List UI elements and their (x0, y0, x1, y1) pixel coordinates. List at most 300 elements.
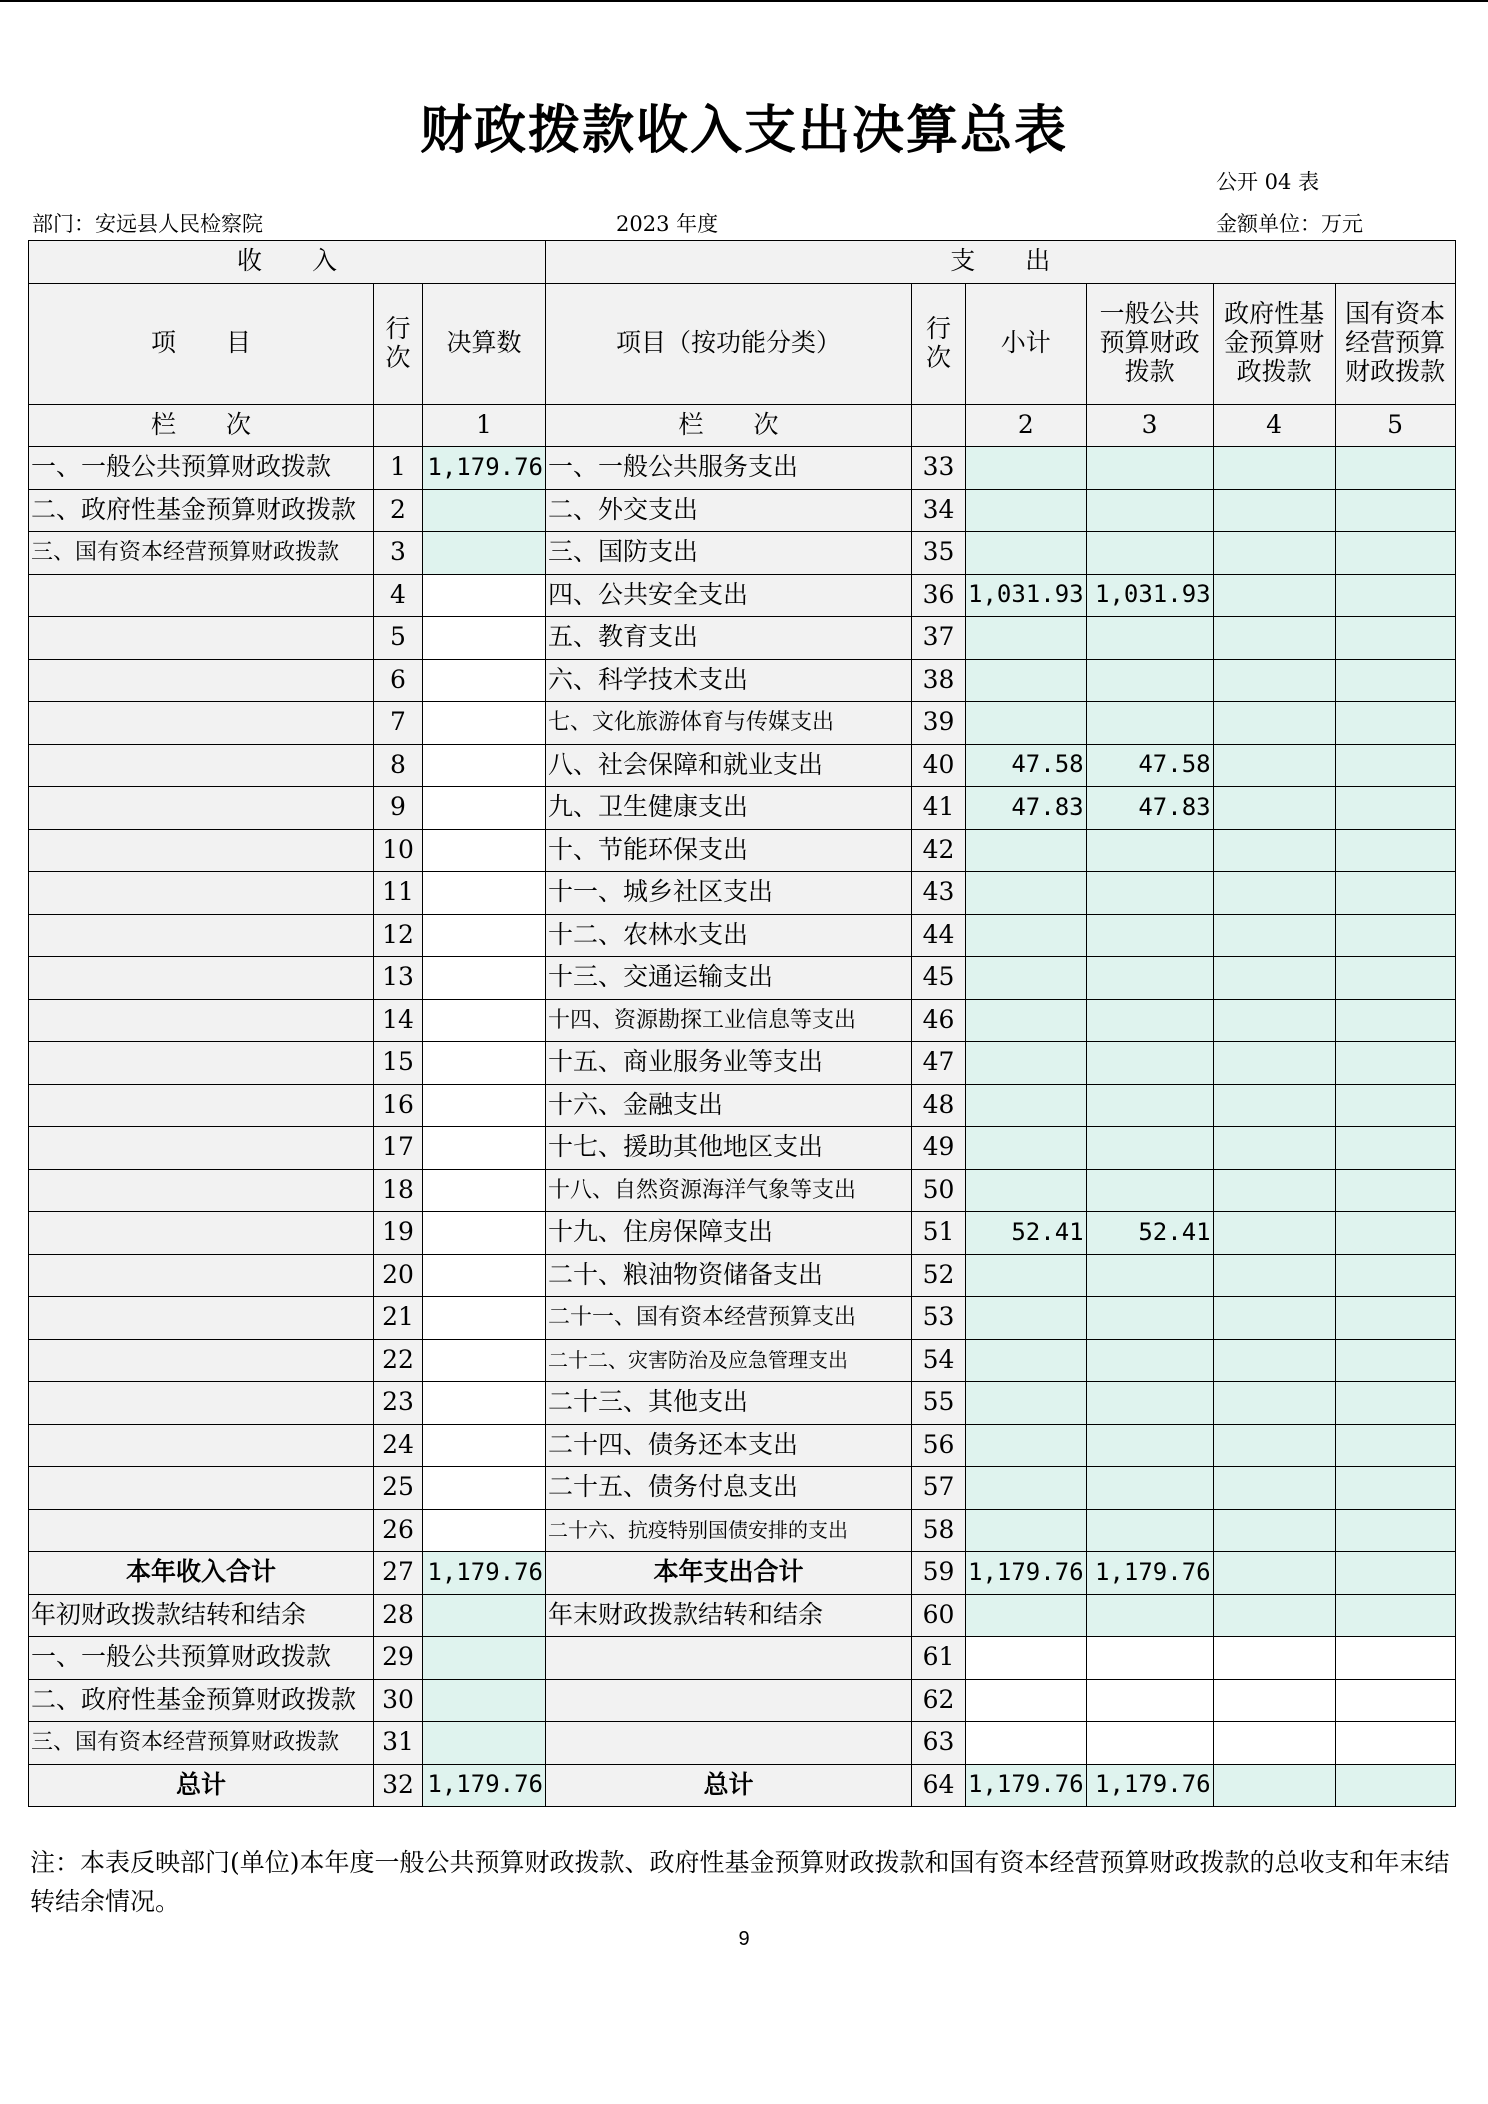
income-amount-value (423, 1382, 546, 1425)
income-amount-value (423, 744, 546, 787)
income-row-number: 16 (374, 1084, 423, 1127)
income-item-label: 总计 (29, 1764, 374, 1807)
expense-row-number: 41 (912, 787, 966, 830)
expense-item-label: 四、公共安全支出 (546, 574, 912, 617)
general-budget-value (1086, 447, 1213, 490)
income-row-number: 4 (374, 574, 423, 617)
state-capital-value (1335, 1764, 1455, 1807)
expense-item-header: 项目（按功能分类） (546, 283, 912, 404)
column-label-expense: 栏 次 (546, 404, 912, 447)
subtotal-value (966, 1127, 1087, 1170)
income-item-label (29, 1424, 374, 1467)
table-row (29, 1424, 1456, 1467)
gov-fund-value (1213, 1637, 1335, 1680)
state-capital-value (1335, 1679, 1455, 1722)
form-number: 公开 04 表 (1216, 170, 1320, 194)
column-number-2: 2 (966, 404, 1087, 447)
general-budget-value (1086, 489, 1213, 532)
state-capital-value (1335, 489, 1455, 532)
subtotal-header: 小计 (966, 283, 1087, 404)
income-amount-value (423, 1722, 546, 1765)
income-row-number: 6 (374, 659, 423, 702)
income-amount-value (423, 1212, 546, 1255)
table-row (29, 1297, 1456, 1340)
state-capital-value (1335, 1254, 1455, 1297)
subtotal-value: 47.83 (966, 787, 1087, 830)
income-item-label (29, 617, 374, 660)
expense-row-number: 63 (912, 1722, 966, 1765)
column-number-1: 1 (423, 404, 546, 447)
expense-item-label: 二十二、灾害防治及应急管理支出 (546, 1339, 912, 1382)
expense-row-number: 60 (912, 1594, 966, 1637)
table-row (29, 1339, 1456, 1382)
expense-item-label: 十三、交通运输支出 (546, 957, 912, 1000)
table-row (29, 532, 1456, 575)
income-amount-value (423, 999, 546, 1042)
income-item-label (29, 1509, 374, 1552)
income-item-label (29, 1042, 374, 1085)
income-row-number: 12 (374, 914, 423, 957)
general-budget-value (1086, 1042, 1213, 1085)
table-row (29, 829, 1456, 872)
income-row-number: 26 (374, 1509, 423, 1552)
expense-rowno-header: 行次 (912, 283, 966, 404)
subtotal-value (966, 1637, 1087, 1680)
expense-item-label: 总计 (546, 1764, 912, 1807)
income-amount-value: 1,179.76 (423, 1764, 546, 1807)
general-budget-value: 47.58 (1086, 744, 1213, 787)
fiscal-year: 2023 年度 (616, 212, 719, 236)
subtotal-value (966, 1424, 1087, 1467)
gov-fund-value (1213, 574, 1335, 617)
state-capital-value (1335, 1339, 1455, 1382)
income-section-header: 收 入 (29, 241, 546, 284)
income-amount-value (423, 1127, 546, 1170)
gov-fund-value (1213, 744, 1335, 787)
table-row (29, 1042, 1456, 1085)
income-amount-value (423, 872, 546, 915)
income-amount-value (423, 659, 546, 702)
income-row-number: 8 (374, 744, 423, 787)
subtotal-value (966, 489, 1087, 532)
general-budget-value (1086, 1679, 1213, 1722)
expense-row-number: 51 (912, 1212, 966, 1255)
income-row-number: 18 (374, 1169, 423, 1212)
state-capital-value (1335, 999, 1455, 1042)
state-capital-value (1335, 1424, 1455, 1467)
expense-row-number: 49 (912, 1127, 966, 1170)
gov-fund-value (1213, 872, 1335, 915)
state-capital-value (1335, 1552, 1455, 1595)
table-row (29, 447, 1456, 490)
subtotal-value (966, 957, 1087, 1000)
expense-row-number: 37 (912, 617, 966, 660)
table-row (29, 1254, 1456, 1297)
income-row-number: 14 (374, 999, 423, 1042)
subtotal-value: 1,179.76 (966, 1764, 1087, 1807)
table-row (29, 957, 1456, 1000)
subtotal-value: 1,031.93 (966, 574, 1087, 617)
expense-item-label: 二十三、其他支出 (546, 1382, 912, 1425)
general-budget-value (1086, 957, 1213, 1000)
income-row-number: 20 (374, 1254, 423, 1297)
expense-item-label: 一、一般公共服务支出 (546, 447, 912, 490)
subtotal-value (966, 617, 1087, 660)
subtotal-value (966, 659, 1087, 702)
state-capital-value (1335, 1509, 1455, 1552)
table-row (29, 1637, 1456, 1680)
income-amount-value: 1,179.76 (423, 447, 546, 490)
expense-row-number: 64 (912, 1764, 966, 1807)
table-row (29, 1169, 1456, 1212)
expense-row-number: 33 (912, 447, 966, 490)
expense-row-number: 62 (912, 1679, 966, 1722)
gov-fund-value (1213, 1382, 1335, 1425)
general-budget-value (1086, 872, 1213, 915)
state-capital-value (1335, 1127, 1455, 1170)
gov-fund-value (1213, 1764, 1335, 1807)
state-capital-value (1335, 1637, 1455, 1680)
income-item-label: 一、一般公共预算财政拨款 (29, 447, 374, 490)
gov-fund-value (1213, 447, 1335, 490)
subtotal-value (966, 914, 1087, 957)
general-budget-value (1086, 1127, 1213, 1170)
subtotal-value: 52.41 (966, 1212, 1087, 1255)
income-row-number: 28 (374, 1594, 423, 1637)
expense-item-label: 二十六、抗疫特别国债安排的支出 (546, 1509, 912, 1552)
state-capital-value (1335, 617, 1455, 660)
column-label-empty (374, 404, 423, 447)
subtotal-value (966, 1297, 1087, 1340)
state-capital-value (1335, 1212, 1455, 1255)
income-row-number: 32 (374, 1764, 423, 1807)
expense-row-number: 45 (912, 957, 966, 1000)
gov-fund-value (1213, 1212, 1335, 1255)
expense-item-label: 十六、金融支出 (546, 1084, 912, 1127)
state-capital-value (1335, 659, 1455, 702)
general-budget-value (1086, 999, 1213, 1042)
general-budget-value (1086, 829, 1213, 872)
income-amount-value (423, 489, 546, 532)
table-row (29, 1764, 1456, 1807)
appropriation-table (28, 240, 1456, 1807)
income-row-number: 11 (374, 872, 423, 915)
income-amount-value (423, 1679, 546, 1722)
income-row-number: 23 (374, 1382, 423, 1425)
subtotal-value (966, 1382, 1087, 1425)
income-item-label (29, 957, 374, 1000)
gov-fund-value (1213, 532, 1335, 575)
income-row-number: 15 (374, 1042, 423, 1085)
expense-item-label: 二十五、债务付息支出 (546, 1467, 912, 1510)
table-row (29, 1084, 1456, 1127)
expense-item-label: 二十一、国有资本经营预算支出 (546, 1297, 912, 1340)
income-row-number: 24 (374, 1424, 423, 1467)
subtotal-value (966, 532, 1087, 575)
subtotal-value (966, 1339, 1087, 1382)
income-item-header: 项 目 (29, 283, 374, 404)
expense-row-number: 54 (912, 1339, 966, 1382)
income-item-label (29, 1212, 374, 1255)
income-row-number: 7 (374, 702, 423, 745)
top-border-line (0, 0, 1488, 2)
expense-row-number: 52 (912, 1254, 966, 1297)
expense-item-label: 二、外交支出 (546, 489, 912, 532)
expense-row-number: 44 (912, 914, 966, 957)
income-row-number: 22 (374, 1339, 423, 1382)
income-row-number: 1 (374, 447, 423, 490)
column-number-4: 4 (1213, 404, 1335, 447)
expense-row-number: 57 (912, 1467, 966, 1510)
amount-unit: 金额单位：万元 (1216, 212, 1363, 236)
income-item-label (29, 1467, 374, 1510)
table-row (29, 1552, 1456, 1595)
income-amount-value (423, 1084, 546, 1127)
column-number-3: 3 (1086, 404, 1213, 447)
subtotal-value (966, 1509, 1087, 1552)
table-row (29, 1594, 1456, 1637)
table-footnote: 注：本表反映部门(单位)本年度一般公共预算财政拨款、政府性基金预算财政拨款和国有资本经营预算财政拨款的总收支和年末结转结余情况。 (30, 1848, 1450, 1916)
expense-item-label: 十九、住房保障支出 (546, 1212, 912, 1255)
gov-fund-value (1213, 1722, 1335, 1765)
income-item-label (29, 1254, 374, 1297)
subtotal-value (966, 1722, 1087, 1765)
expense-item-label: 十二、农林水支出 (546, 914, 912, 957)
income-item-label (29, 1297, 374, 1340)
state-capital-value (1335, 1169, 1455, 1212)
subtotal-value (966, 829, 1087, 872)
general-budget-value (1086, 1594, 1213, 1637)
general-budget-value (1086, 914, 1213, 957)
income-amount-value (423, 1169, 546, 1212)
table-row (29, 744, 1456, 787)
state-capital-value (1335, 1382, 1455, 1425)
income-amount-value (423, 702, 546, 745)
expense-item-label (546, 1637, 912, 1680)
gov-fund-value (1213, 787, 1335, 830)
subtotal-value (966, 1594, 1087, 1637)
expense-item-label: 三、国防支出 (546, 532, 912, 575)
income-item-label (29, 1127, 374, 1170)
state-capital-value (1335, 872, 1455, 915)
gov-fund-value (1213, 1339, 1335, 1382)
table-row (29, 1212, 1456, 1255)
gov-fund-value (1213, 702, 1335, 745)
general-budget-value (1086, 1169, 1213, 1212)
income-item-label (29, 872, 374, 915)
general-budget-value (1086, 1637, 1213, 1680)
table-row (29, 574, 1456, 617)
income-item-label (29, 1382, 374, 1425)
column-label-empty (912, 404, 966, 447)
state-capital-value (1335, 702, 1455, 745)
gov-fund-value (1213, 1169, 1335, 1212)
income-item-label: 本年收入合计 (29, 1552, 374, 1595)
general-budget-value: 47.83 (1086, 787, 1213, 830)
column-number-5: 5 (1335, 404, 1455, 447)
table-row (29, 872, 1456, 915)
state-capital-value (1335, 1467, 1455, 1510)
table-row (29, 914, 1456, 957)
expense-row-number: 59 (912, 1552, 966, 1595)
general-budget-value (1086, 1382, 1213, 1425)
subtotal-value (966, 447, 1087, 490)
expense-row-number: 38 (912, 659, 966, 702)
income-amount-value (423, 1637, 546, 1680)
gov-fund-value (1213, 1552, 1335, 1595)
income-row-number: 25 (374, 1467, 423, 1510)
gov-fund-value (1213, 1254, 1335, 1297)
subtotal-value (966, 1042, 1087, 1085)
table-row (29, 999, 1456, 1042)
table-row (29, 702, 1456, 745)
income-row-number: 31 (374, 1722, 423, 1765)
expense-row-number: 53 (912, 1297, 966, 1340)
income-item-label: 三、国有资本经营预算财政拨款 (29, 1722, 374, 1765)
gov-fund-value (1213, 489, 1335, 532)
income-item-label: 年初财政拨款结转和结余 (29, 1594, 374, 1637)
gov-fund-value (1213, 1594, 1335, 1637)
general-budget-value (1086, 532, 1213, 575)
gov-fund-value (1213, 1679, 1335, 1722)
subtotal-value (966, 702, 1087, 745)
subtotal-value (966, 1467, 1087, 1510)
income-row-number: 2 (374, 489, 423, 532)
gov-fund-header: 政府性基金预算财政拨款 (1213, 283, 1335, 404)
subtotal-value: 47.58 (966, 744, 1087, 787)
state-capital-value (1335, 532, 1455, 575)
expense-row-number: 34 (912, 489, 966, 532)
expense-row-number: 58 (912, 1509, 966, 1552)
gov-fund-value (1213, 999, 1335, 1042)
income-item-label (29, 744, 374, 787)
state-capital-value (1335, 957, 1455, 1000)
expense-item-label: 年末财政拨款结转和结余 (546, 1594, 912, 1637)
table-row (29, 617, 1456, 660)
gov-fund-value (1213, 1042, 1335, 1085)
gov-fund-value (1213, 1467, 1335, 1510)
column-label-income: 栏 次 (29, 404, 374, 447)
general-budget-value (1086, 1254, 1213, 1297)
general-budget-value (1086, 617, 1213, 660)
income-amount-value (423, 1509, 546, 1552)
income-item-label (29, 1339, 374, 1382)
income-item-label (29, 574, 374, 617)
expense-row-number: 48 (912, 1084, 966, 1127)
expense-item-label: 九、卫生健康支出 (546, 787, 912, 830)
expense-item-label: 本年支出合计 (546, 1552, 912, 1595)
expense-item-label: 五、教育支出 (546, 617, 912, 660)
income-row-number: 5 (374, 617, 423, 660)
income-amount-value: 1,179.76 (423, 1552, 546, 1595)
gov-fund-value (1213, 1424, 1335, 1467)
state-capital-value (1335, 787, 1455, 830)
expense-item-label: 十一、城乡社区支出 (546, 872, 912, 915)
income-row-number: 17 (374, 1127, 423, 1170)
general-budget-value (1086, 1509, 1213, 1552)
table-row (29, 659, 1456, 702)
state-capital-value (1335, 574, 1455, 617)
state-capital-value (1335, 1594, 1455, 1637)
income-row-number: 13 (374, 957, 423, 1000)
expense-row-number: 39 (912, 702, 966, 745)
expense-row-number: 55 (912, 1382, 966, 1425)
subtotal-value (966, 872, 1087, 915)
state-capital-value (1335, 829, 1455, 872)
expense-item-label: 八、社会保障和就业支出 (546, 744, 912, 787)
state-capital-value (1335, 744, 1455, 787)
income-amount-value (423, 829, 546, 872)
general-budget-value (1086, 1424, 1213, 1467)
income-item-label (29, 787, 374, 830)
subtotal-value: 1,179.76 (966, 1552, 1087, 1595)
income-amount-value (423, 1424, 546, 1467)
income-row-number: 3 (374, 532, 423, 575)
expense-item-label: 二十四、债务还本支出 (546, 1424, 912, 1467)
income-amount-value (423, 1339, 546, 1382)
income-amount-value (423, 1297, 546, 1340)
income-amount-value (423, 914, 546, 957)
income-amount-value (423, 1467, 546, 1510)
general-budget-value (1086, 702, 1213, 745)
expense-item-label: 十、节能环保支出 (546, 829, 912, 872)
general-budget-value (1086, 1297, 1213, 1340)
income-item-label: 三、国有资本经营预算财政拨款 (29, 532, 374, 575)
general-budget-value: 1,031.93 (1086, 574, 1213, 617)
general-budget-value (1086, 1339, 1213, 1382)
expense-item-label: 十四、资源勘探工业信息等支出 (546, 999, 912, 1042)
income-amount-value (423, 1254, 546, 1297)
income-item-label (29, 702, 374, 745)
expense-row-number: 61 (912, 1637, 966, 1680)
income-item-label: 二、政府性基金预算财政拨款 (29, 1679, 374, 1722)
general-budget-value: 1,179.76 (1086, 1552, 1213, 1595)
gov-fund-value (1213, 1084, 1335, 1127)
general-budget-value (1086, 659, 1213, 702)
general-budget-value (1086, 1467, 1213, 1510)
income-rowno-header: 行次 (374, 283, 423, 404)
expense-section-header: 支 出 (546, 241, 1456, 284)
subtotal-value (966, 1084, 1087, 1127)
gov-fund-value (1213, 957, 1335, 1000)
expense-row-number: 56 (912, 1424, 966, 1467)
income-amount-value (423, 957, 546, 1000)
gov-fund-value (1213, 914, 1335, 957)
state-capital-value (1335, 1084, 1455, 1127)
income-item-label: 一、一般公共预算财政拨款 (29, 1637, 374, 1680)
subtotal-value (966, 999, 1087, 1042)
expense-row-number: 35 (912, 532, 966, 575)
income-item-label: 二、政府性基金预算财政拨款 (29, 489, 374, 532)
expense-row-number: 43 (912, 872, 966, 915)
income-item-label (29, 999, 374, 1042)
expense-item-label (546, 1679, 912, 1722)
income-row-number: 30 (374, 1679, 423, 1722)
table-row (29, 1127, 1456, 1170)
income-item-label (29, 914, 374, 957)
table-row (29, 1382, 1456, 1425)
income-row-number: 21 (374, 1297, 423, 1340)
page-title: 财政拨款收入支出决算总表 (419, 100, 1068, 161)
state-capital-value (1335, 1297, 1455, 1340)
subtotal-value (966, 1254, 1087, 1297)
table-row (29, 1467, 1456, 1510)
table-row (29, 1722, 1456, 1765)
expense-row-number: 36 (912, 574, 966, 617)
gov-fund-value (1213, 1127, 1335, 1170)
income-item-label (29, 1084, 374, 1127)
income-item-label (29, 659, 374, 702)
